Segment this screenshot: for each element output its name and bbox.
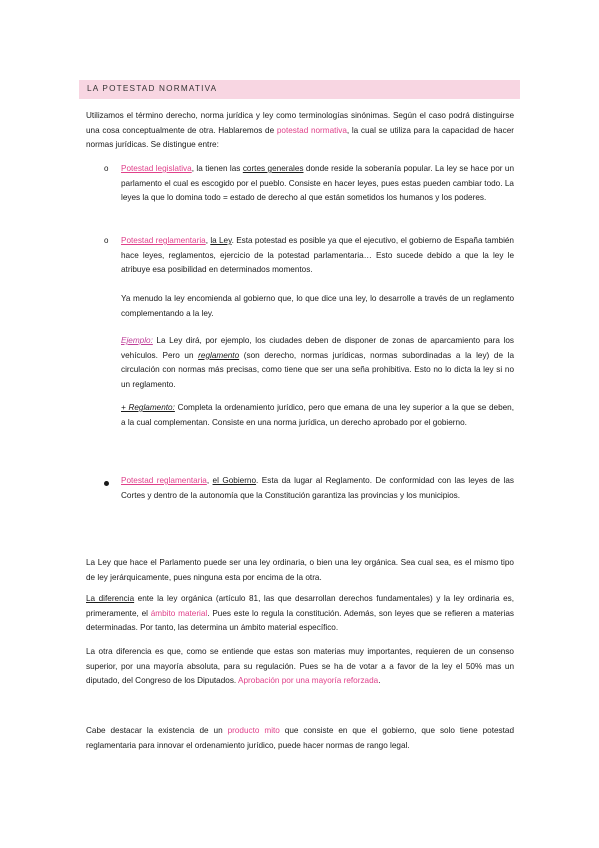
underlined-term: reglamento (198, 350, 240, 360)
highlight-term: Potestad reglamentaria (121, 236, 206, 245)
paragraph-otra-diferencia: La otra diferencia es que, como se entiende que estas son materias muy importantes, requieren de un consenso superior, por una mayoría absoluta, para su regulación. Pues se ha de votar a a favor de la ley el 50% mas un diputado, del Congreso de los Diputados. Aprobación por una mayoría reforzada. (86, 647, 514, 685)
example-label: Ejemplo: (121, 336, 153, 345)
example-paragraph: Ejemplo: La Ley dirá, por ejemplo, los ciudades deben de disponer de zonas de aparcamiento para los vehículos. Pero un reglamento (son derecho, normas jurídicas, normas subordinadas a la ley) de la circulación con normas más precisas, como tiene que ser una seña prohibitiva. Esto no lo dicta la ley si no un reglamento. (121, 336, 515, 389)
paragraph-producto-mito: Cabe destacar la existencia de un producto mito que consiste en que el gobierno, que solo tiene potestad reglamentaria para innovar el ordenamiento jurídico, puede hacer normas de rango legal. (86, 726, 514, 750)
intro-paragraph: Utilizamos el término derecho, norma jurídica y ley como terminologías sinónimas. Según el caso podrá distinguirse una cosa conceptualmente de otra. Hablaremos de potestad normativa, la cual se utiliza para la capacidad de hacer normas jurídicas. Se distingue entre: (86, 111, 514, 149)
underlined-term: la Ley (210, 236, 232, 245)
filled-bullet (104, 481, 109, 486)
underlined-term: cortes generales (242, 164, 304, 173)
section-header: LA POTESTAD NORMATIVA (79, 80, 520, 99)
reglamento-label: + Reglamento: (121, 403, 175, 412)
list-item-gobierno: Potestad reglamentaria, el Gobierno. Esta da lugar al Reglamento. De conformidad con las leyes de las Cortes y dentro de la autonomía que la Constitución garantiza las provincias y los municipios. (121, 476, 514, 500)
underlined-term: La diferencia (86, 594, 135, 603)
highlight-term: ámbito material (150, 608, 208, 618)
list-item-reglamentaria: Potestad reglamentaria, la Ley. Esta potestad es posible ya que el ejecutivo, el gobierno de España también hace leyes, reglamentos, ejercicio de la potestad parlamentaria… Esto sucede debido a que la ley le atribuye esa posibilidad en determinados momentos. (121, 236, 514, 274)
paragraph-ley: La Ley que hace el Parlamento puede ser una ley ordinaria, o bien una ley orgánica. Sea cual sea, es el mismo tipo de ley jerárquicamente, pues ninguna esta por encima de la otra. (86, 558, 514, 582)
underlined-term: el Gobierno (212, 476, 257, 485)
list-item-legislativa: Potestad legislativa, la tienen las cortes generales donde reside la soberanía popular. La ley se hace por un parlamento el cual es escogido por el pueblo. Consiste en hacer leyes, pues estas pueden cambiar todo. La leyes la que lo domina todo = estado de derecho al que están sometidos los humanos y los poderes. (121, 164, 515, 202)
hollow-bullet: o (104, 236, 109, 245)
highlight-term: producto mito (227, 726, 280, 735)
paragraph-diferencia: La diferencia ente la ley orgánica (artículo 81, las que desarrollan derechos fundamentales) y la ley ordinaria es, primeramente, el ámbito material. Pues este lo regula la constitución. Además, son leyes que se refieren a materias determinadas. Por tanto, las determina un ámbito material específico. (86, 594, 514, 632)
hollow-bullet: o (104, 164, 109, 173)
reglamento-paragraph: + Reglamento: Completa la ordenamiento jurídico, pero que emana de una ley superior a la que se deben, a la cual complementan. Consiste en una norma jurídica, un derecho aprobado por el gobierno. (121, 403, 515, 427)
highlight-term: potestad normativa (276, 125, 347, 135)
highlight-term: Potestad reglamentaria (121, 476, 207, 485)
highlight-term: Potestad legislativa (121, 164, 192, 173)
paragraph-encomienda: Ya menudo la ley encomienda al gobierno que, lo que dice una ley, lo desarrolle a través de un reglamento complementando a la ley. (121, 294, 514, 318)
highlight-term: Aprobación por una mayoría reforzada (238, 676, 379, 685)
